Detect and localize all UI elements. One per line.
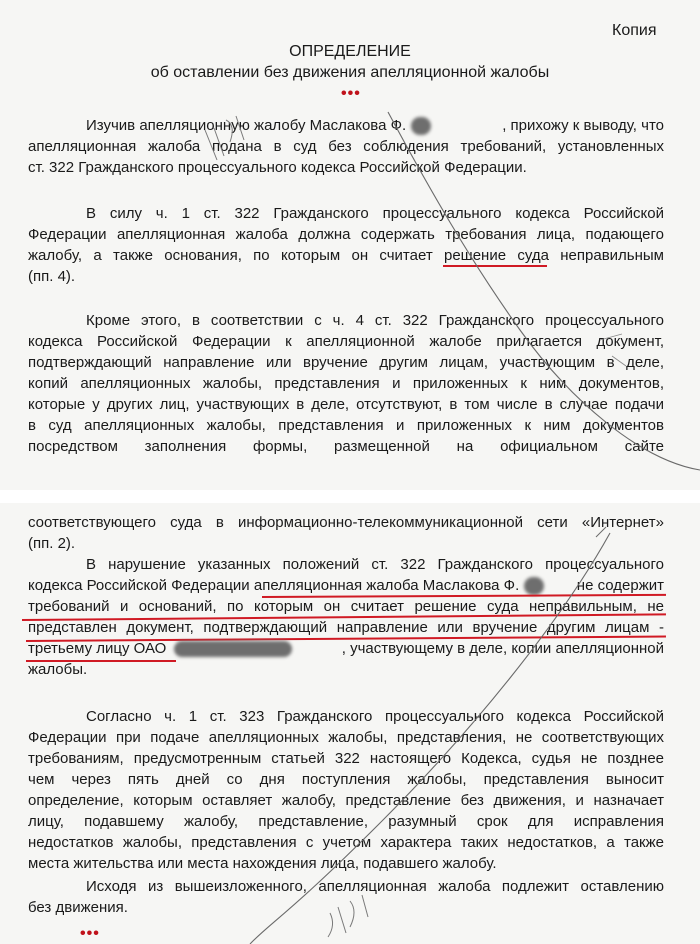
paragraph-4-line-3: требований и оснований, по которым он считает решение суда неправильным, не [28,598,664,615]
paragraph-2-line-1: В силу ч. 1 ст. 322 Гражданского процессуального кодекса Российской [86,205,664,222]
page-separator [0,490,700,503]
paragraph-2-line-3: жалобу, а также основания, по которым он считает решение суда неправильным [28,247,664,264]
paragraph-2-line-2: Федерации апелляционная жалоба должна содержать требования лица, подающего [28,226,664,243]
paragraph-5-line-4: чем через пять дней со дня поступления жалобы, представления выносит [28,771,664,788]
paragraph-3-line-9: (пп. 2). [28,535,76,552]
text: не содержит [576,577,664,594]
paragraph-3-line-5: которые у других лиц, участвующих в деле, отсутствуют, в том числе в случае подачи [28,396,664,413]
paragraph-4-line-1: В нарушение указанных положений ст. 322 Гражданского процессуального [86,556,664,573]
paragraph-5-line-8: места жительства или места нахождения лица, подавшего жалобу. [28,855,497,872]
paragraph-3-line-2: кодекса Российской Федерации к апелляционной жалобе прилагается документ, [28,333,664,350]
paragraph-3-line-7: посредством заполнения формы, размещенной на официальном сайте [28,438,664,455]
pencil-strike-marks [0,503,700,944]
paragraph-1-line-2: апелляционная жалоба подана в суд без соблюдения требований, установленных [28,138,664,155]
text: кодекса Российской Федерации апелляционная жалоба Маслакова Ф. [28,577,520,594]
copy-label: Копия [612,22,657,39]
paragraph-6-line-1: Исходя из вышеизложенного, апелляционная жалоба подлежит оставлению [86,878,664,895]
paragraph-3-line-6: в суд апелляционных жалобы, представления и приложенных к ним документов [28,417,664,434]
paragraph-3-line-8: соответствующего суда в информационно-телекоммуникационной сети «Интернет» [28,514,664,531]
paragraph-5-line-3: требованиям, предусмотренным статьей 322 настоящего Кодекса, судья не позднее [28,750,664,767]
paragraph-3-line-1: Кроме этого, в соответствии с ч. 4 ст. 322 Гражданского процессуального [86,312,664,329]
paragraph-4-line-4: представлен документ, подтверждающий направление или вручение другим лицам - [28,619,664,636]
paragraph-5-line-5: определение, которым оставляет жалобу, представление без движения, и назначает [28,792,664,809]
paragraph-5-line-1: Согласно ч. 1 ст. 323 Гражданского процессуального кодекса Российской [86,708,664,725]
paragraph-6-line-2: без движения. [28,899,128,916]
paragraph-4-line-6: жалобы. [28,661,88,678]
document-title: ОПРЕДЕЛЕНИЕ [289,43,411,60]
document-subtitle: об оставлении без движения апелляционной жалобы [150,64,550,81]
paragraph-5-line-2: Федерации при подаче апелляционных жалобы, представления, не соответствующих [28,729,664,746]
text: третьему лицу ОАО [28,640,167,657]
text: Изучив апелляционную жалобу Маслакова Ф. [86,117,407,134]
paragraph-3-line-3: подтверждающий направление или вручение другим лицам, участвующим в деле, [28,354,664,371]
paragraph-5-line-6: лицу, подавшему жалобу, представление, разумный срок для исправления [28,813,664,830]
text: , прихожу к выводу, что [502,117,664,134]
paragraph-5-line-7: недостатков жалобы, представления с учетом характера таких недостатков, а также [28,834,664,851]
paragraph-1-line-3: ст. 322 Гражданского процессуального кодекса Российской Федерации. [28,159,527,176]
paragraph-2-line-4: (пп. 4). [28,268,76,285]
text: , участвующему в деле, копии апелляционной [341,640,664,657]
ornament-dots: ••• [341,85,361,102]
paragraph-3-line-4: копий апелляционных жалобы, представления и приложенных к ним документов, [28,375,664,392]
ornament-dots: ••• [80,925,100,942]
document-page-bottom [0,503,700,944]
